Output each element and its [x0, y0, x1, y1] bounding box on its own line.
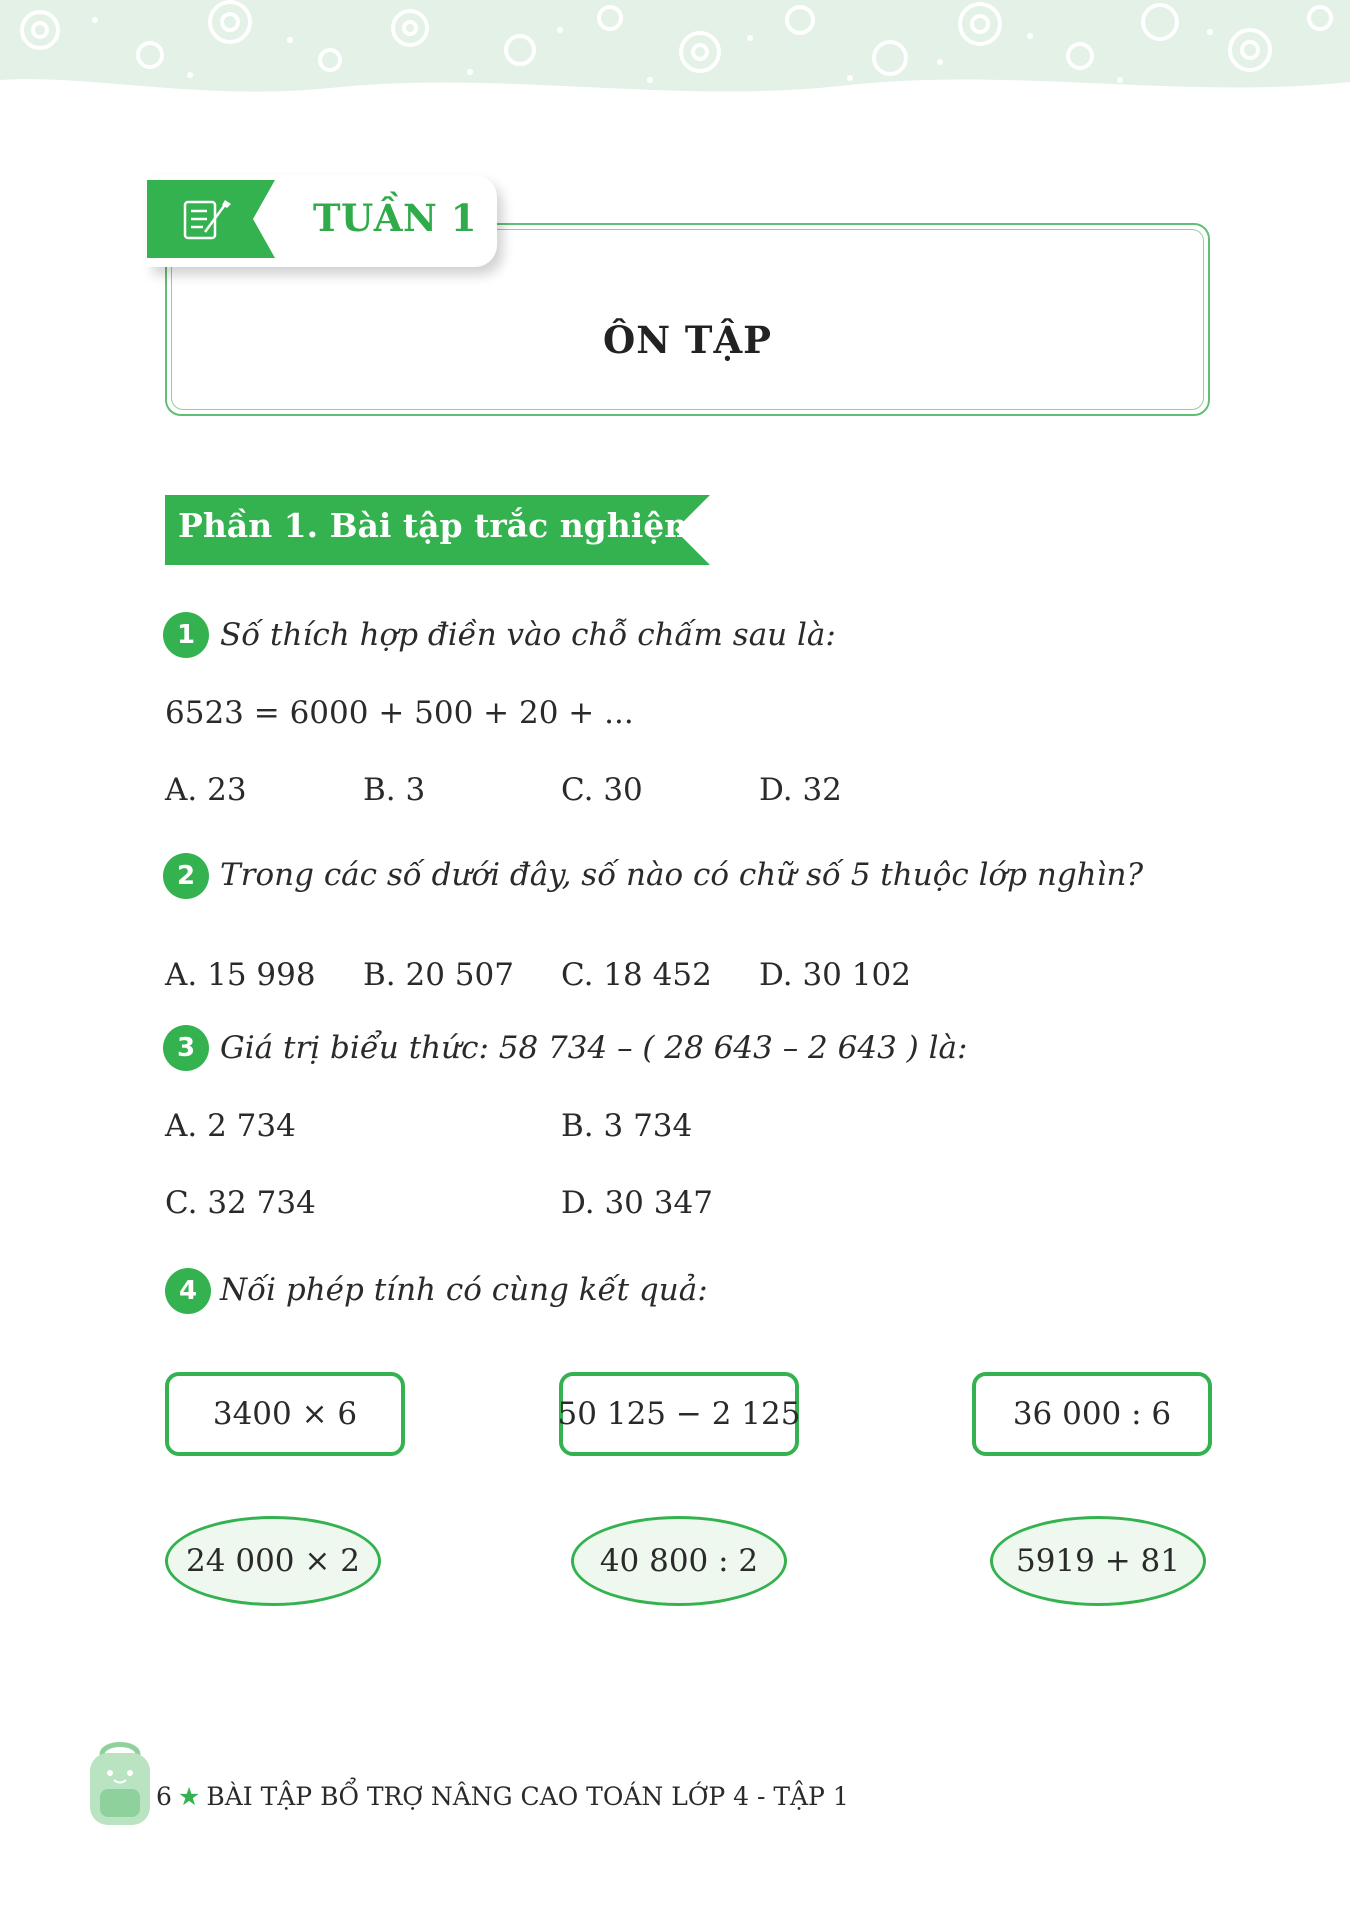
question-3-option-a: A. 2 734 [165, 1108, 296, 1144]
question-2-option-b: B. 20 507 [363, 957, 514, 993]
question-1-option-d: D. 32 [759, 772, 842, 808]
question-2-option-d: D. 30 102 [759, 957, 911, 993]
lesson-title: ÔN TẬP [603, 318, 772, 362]
question-1-prompt: Số thích hợp điền vào chỗ chấm sau là: [220, 617, 836, 653]
part-heading: Phần 1. Bài tập trắc nghiệm [178, 506, 700, 545]
question-number-2: 2 [163, 853, 209, 899]
question-4-prompt: Nối phép tính có cùng kết quả: [220, 1272, 708, 1308]
week-label: TUẦN 1 [313, 196, 477, 240]
question-1-option-a: A. 23 [165, 772, 247, 808]
question-3-option-b: B. 3 734 [561, 1108, 693, 1144]
question-2-option-c: C. 18 452 [561, 957, 712, 993]
match-oval-3: 5919 + 81 [990, 1516, 1206, 1606]
header-decoration [0, 0, 1350, 110]
page-footer [156, 1782, 849, 1811]
star-icon: ★ [177, 1782, 201, 1811]
question-1-option-c: C. 30 [561, 772, 643, 808]
question-3-option-c: C. 32 734 [165, 1185, 316, 1221]
book-title: BÀI TẬP BỔ TRỢ NÂNG CAO TOÁN LỚP 4 - TẬP 1 [206, 1782, 849, 1811]
match-box-1: 3400 × 6 [165, 1372, 405, 1456]
question-number-3: 3 [163, 1025, 209, 1071]
match-box-3: 36 000 : 6 [972, 1372, 1212, 1456]
question-2-option-a: A. 15 998 [165, 957, 316, 993]
page-number: 6 [156, 1782, 172, 1811]
match-oval-2: 40 800 : 2 [571, 1516, 787, 1606]
question-1-expression: 6523 = 6000 + 500 + 20 + ... [165, 695, 634, 731]
question-3-prompt: Giá trị biểu thức: 58 734 – ( 28 643 – 2 643 ) là: [220, 1030, 968, 1066]
match-box-2: 50 125 − 2 125 [559, 1372, 799, 1456]
week-flag [147, 180, 275, 258]
question-2-prompt: Trong các số dưới đây, số nào có chữ số 5 thuộc lớp nghìn? [220, 857, 1144, 893]
backpack-mascot-icon [80, 1733, 160, 1833]
question-3-option-d: D. 30 347 [561, 1185, 713, 1221]
question-number-4: 4 [165, 1268, 211, 1314]
question-1-option-b: B. 3 [363, 772, 426, 808]
match-oval-1: 24 000 × 2 [165, 1516, 381, 1606]
question-number-1: 1 [163, 612, 209, 658]
